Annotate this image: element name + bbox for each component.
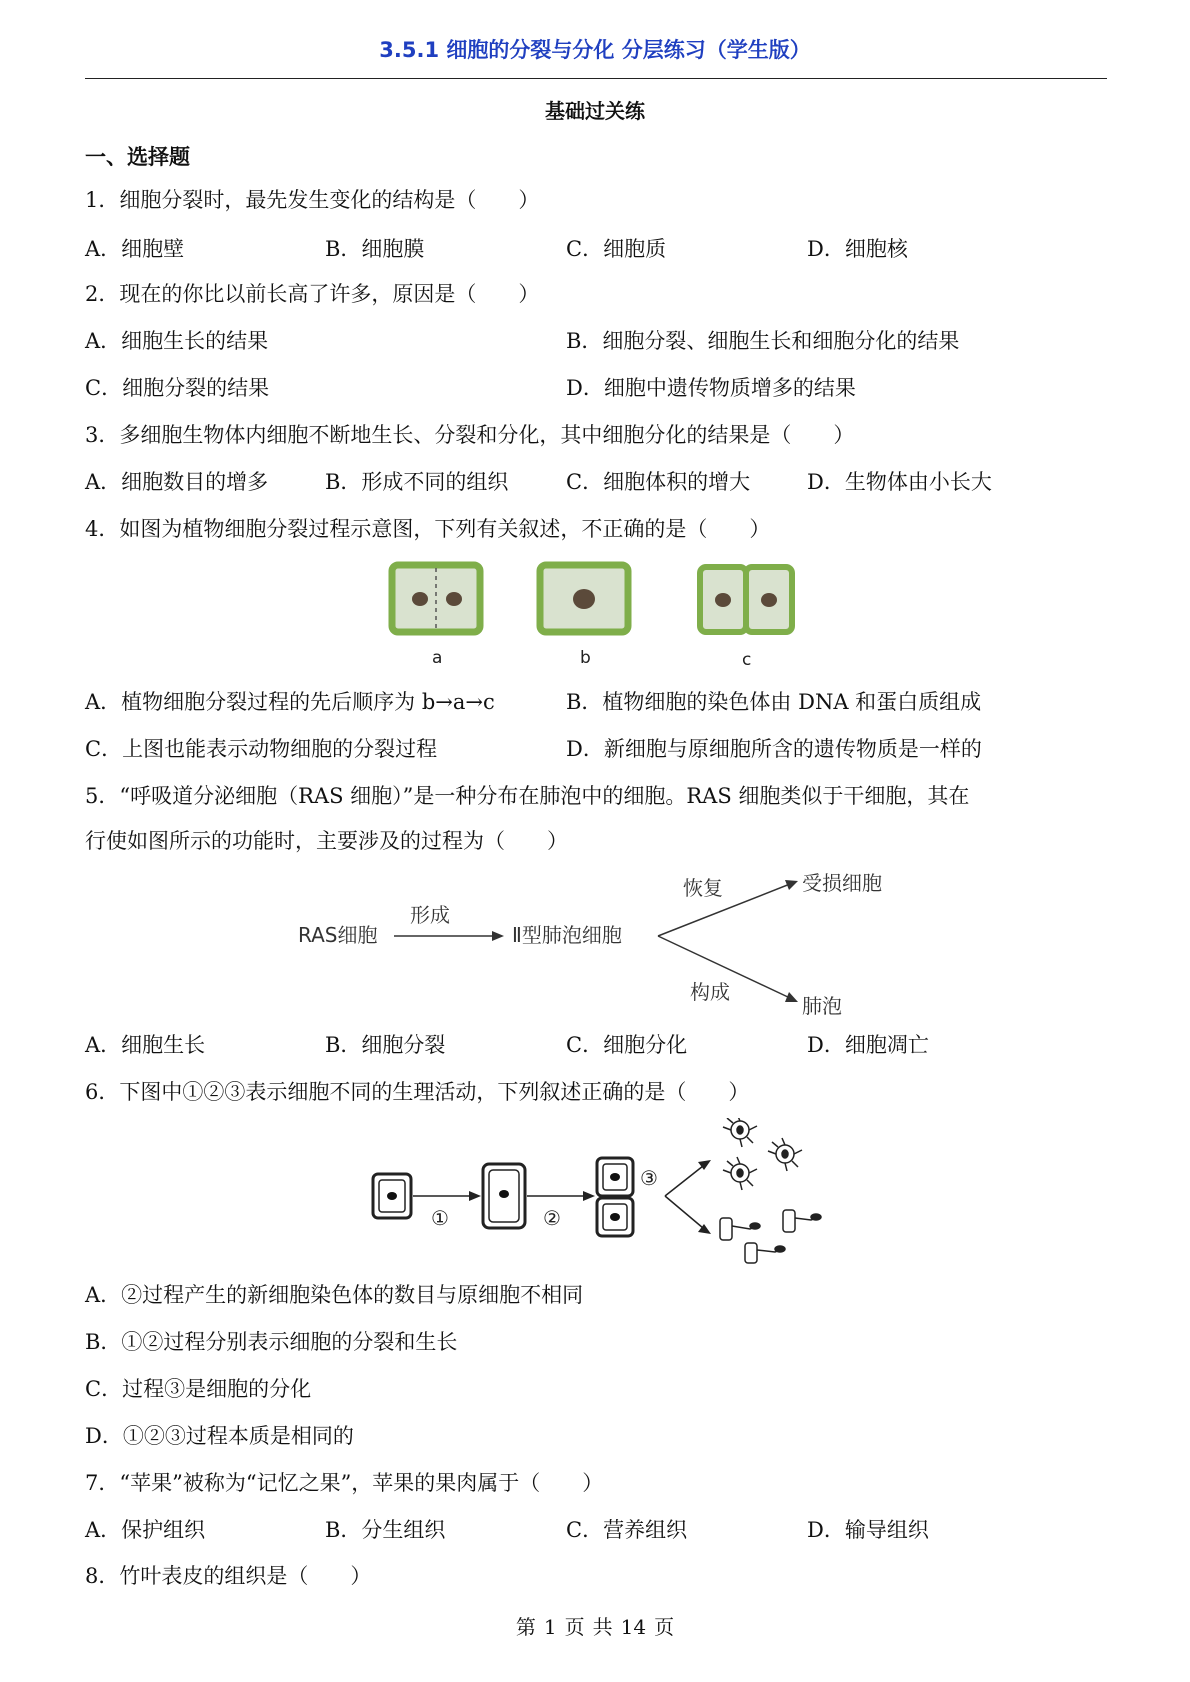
- question-4-option-c[interactable]: C．上图也能表示动物细胞的分裂过程: [85, 737, 438, 761]
- question-4-option-b[interactable]: B．植物细胞的染色体由 DNA 和蛋白质组成: [566, 690, 982, 714]
- header-divider: [85, 78, 1107, 79]
- footer-total-pages: 14: [620, 1615, 647, 1639]
- question-1-option-b[interactable]: B．细胞膜: [325, 237, 425, 261]
- elongated-cells: [720, 1210, 821, 1263]
- question-3-stem: 3．多细胞生物体内细胞不断地生长、分裂和分化，其中细胞分化的结果是（ ）: [85, 423, 855, 447]
- question-5-stem-line1: 5．“呼吸道分泌细胞（RAS 细胞）”是一种分布在肺泡中的细胞。RAS 细胞类似于干细胞，其在: [85, 784, 970, 808]
- question-6-option-a[interactable]: A．②过程产生的新细胞染色体的数目与原细胞不相同: [85, 1283, 584, 1307]
- figure-label-b: b: [580, 648, 591, 668]
- question-1-option-a[interactable]: A．细胞壁: [85, 237, 185, 261]
- question-4-stem: 4．如图为植物细胞分裂过程示意图，下列有关叙述，不正确的是（ ）: [85, 517, 771, 541]
- section-heading: 一、选择题: [85, 145, 190, 169]
- footer-mid1: 页: [564, 1615, 585, 1639]
- question-2-stem: 2．现在的你比以前长高了许多，原因是（ ）: [85, 282, 540, 306]
- question-2-option-c[interactable]: C．细胞分裂的结果: [85, 376, 270, 400]
- question-7-option-a[interactable]: A．保护组织: [85, 1518, 206, 1542]
- question-5-option-d[interactable]: D．细胞凋亡: [807, 1033, 929, 1057]
- question-8-stem: 8．竹叶表皮的组织是（ ）: [85, 1564, 372, 1588]
- question-4-option-a[interactable]: A．植物细胞分裂过程的先后顺序为 b→a→c: [85, 690, 495, 714]
- question-7-option-d[interactable]: D．输导组织: [807, 1518, 929, 1542]
- alveolus-label: 肺泡: [802, 994, 842, 1018]
- cell-b: [540, 565, 628, 668]
- question-1-stem: 1．细胞分裂时，最先发生变化的结构是（ ）: [85, 188, 540, 212]
- question-5-option-b[interactable]: B．细胞分裂: [325, 1033, 446, 1057]
- page-footer: [0, 1611, 1190, 1640]
- arrow-label-compose: 构成: [690, 980, 730, 1004]
- cell-c: [700, 567, 792, 670]
- question-6-option-d[interactable]: D．①②③过程本质是相同的: [85, 1424, 354, 1448]
- process-3-label: ③: [640, 1166, 658, 1190]
- section-subtitle: 基础过关练: [545, 99, 645, 123]
- question-6-option-b[interactable]: B．①②过程分别表示细胞的分裂和生长: [85, 1330, 458, 1354]
- question-1-option-d[interactable]: D．细胞核: [807, 237, 908, 261]
- question-3-option-d[interactable]: D．生物体由小长大: [807, 470, 992, 494]
- footer-prefix: 第: [515, 1615, 536, 1639]
- question-7-stem: 7．“苹果”被称为“记忆之果”，苹果的果肉属于（ ）: [85, 1471, 604, 1495]
- question-3-option-c[interactable]: C．细胞体积的增大: [566, 470, 751, 494]
- arrow-label-restore: 恢复: [683, 876, 723, 900]
- neuron-cells: [723, 1118, 802, 1190]
- question-7-option-b[interactable]: B．分生组织: [325, 1518, 446, 1542]
- question-3-option-b[interactable]: B．形成不同的组织: [325, 470, 509, 494]
- question-2-option-d[interactable]: D．细胞中遗传物质增多的结果: [566, 376, 856, 400]
- footer-mid2: 共: [592, 1615, 613, 1639]
- process-2-label: ②: [543, 1206, 561, 1230]
- page-title: 3.5.1 细胞的分裂与分化 分层练习（学生版）: [379, 38, 811, 62]
- figure-label-c: c: [742, 650, 752, 670]
- question-3-option-a[interactable]: A．细胞数目的增多: [85, 470, 269, 494]
- cell-activity-figure: [365, 1118, 835, 1268]
- question-2-option-a[interactable]: A．细胞生长的结果: [85, 329, 269, 353]
- arrow-label-form: 形成: [410, 903, 450, 927]
- question-5-option-c[interactable]: C．细胞分化: [566, 1033, 688, 1057]
- type2-alveolar-cell-label: Ⅱ型肺泡细胞: [512, 923, 622, 947]
- question-5-option-a[interactable]: A．细胞生长: [85, 1033, 206, 1057]
- ras-cell-diagram: [290, 868, 910, 1023]
- plant-cell-division-figure: [380, 560, 810, 675]
- question-6-option-c[interactable]: C．过程③是细胞的分化: [85, 1377, 312, 1401]
- footer-suffix: 页: [654, 1615, 675, 1639]
- question-2-option-b[interactable]: B．细胞分裂、细胞生长和细胞分化的结果: [566, 329, 960, 353]
- question-7-option-c[interactable]: C．营养组织: [566, 1518, 688, 1542]
- question-1-option-c[interactable]: C．细胞质: [566, 237, 667, 261]
- question-5-stem-line2: 行使如图所示的功能时，主要涉及的过程为（ ）: [85, 829, 568, 853]
- process-1-label: ①: [431, 1206, 449, 1230]
- footer-page-number: 1: [543, 1615, 557, 1639]
- damaged-cell-label: 受损细胞: [802, 871, 882, 895]
- question-4-option-d[interactable]: D．新细胞与原细胞所含的遗传物质是一样的: [566, 737, 982, 761]
- ras-cell-label: RAS细胞: [298, 923, 378, 947]
- figure-label-a: a: [432, 648, 443, 668]
- question-6-stem: 6．下图中①②③表示细胞不同的生理活动，下列叙述正确的是（ ）: [85, 1080, 750, 1104]
- cell-a: [392, 565, 480, 668]
